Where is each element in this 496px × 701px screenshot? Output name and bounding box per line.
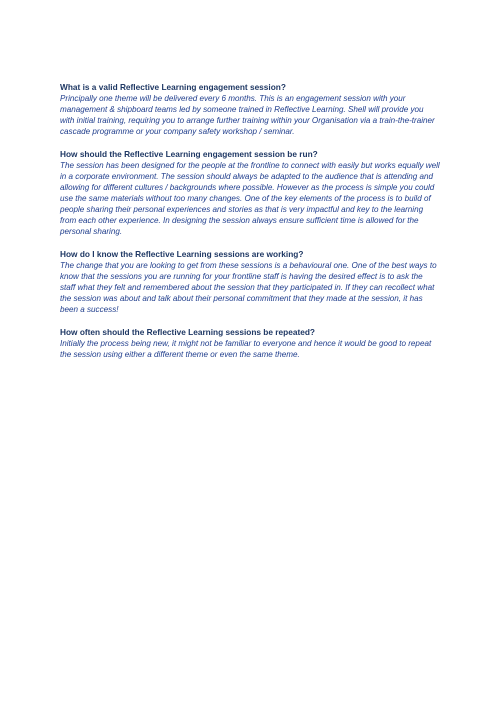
faq-section-are-they-working	[60, 249, 440, 315]
faq-section-valid-session	[60, 82, 440, 137]
section-body: The session has been designed for the people at the frontline to connect with easily but works equally well in a corporate environment. The session should always be adapted to the audience that is attending and allowing for different cultures / backgrounds where possible. However as the process is simple you could use the same materials without too many changes. One of the key elements of the process is to build of people sharing their personal experiences and stories as that is very impactful and key to the learning from each other experience. In designing the session always ensure sufficient time is allowed for the personal sharing.	[60, 161, 440, 236]
section-body: Initially the process being new, it might not be familiar to everyone and hence it would be good to repeat the session using either a different theme or even the same theme.	[60, 339, 432, 359]
section-heading: How do I know the Reflective Learning sessions are working?	[60, 249, 304, 259]
section-body: Principally one theme will be delivered every 6 months. This is an engagement session with your management & shipboard teams led by someone trained in Reflective Learning. Shell will provide you with initial training, requiring you to arrange further training within your Organisation via a train-the-trainer cascade programme or your company safety workshop / seminar.	[60, 94, 435, 136]
section-heading: How should the Reflective Learning engagement session be run?	[60, 149, 318, 159]
section-body: The change that you are looking to get from these sessions is a behavioural one. One of the best ways to know that the sessions you are running for your frontline staff is having the desired effect is to ask the staff what they felt and remembered about the session that they participated in. If they can recollect what the session was about and talk about their personal commitment that they made at the session, it has been a success!	[60, 261, 437, 314]
section-heading: What is a valid Reflective Learning engagement session?	[60, 82, 286, 92]
faq-section-how-often	[60, 327, 440, 360]
faq-section-how-to-run	[60, 149, 440, 237]
section-heading: How often should the Reflective Learning sessions be repeated?	[60, 327, 315, 337]
document-content	[60, 82, 440, 372]
